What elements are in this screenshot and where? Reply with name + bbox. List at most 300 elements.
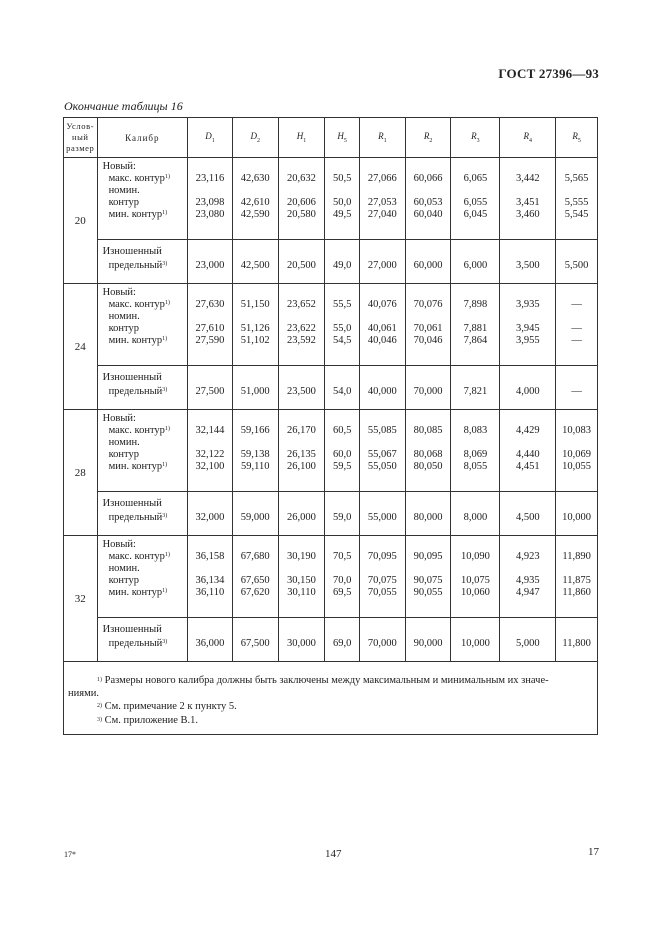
value-max: 70,095 <box>367 551 397 562</box>
value-worn-limit: 36,000 <box>195 638 225 649</box>
value-cell <box>500 492 556 536</box>
value-cell <box>232 284 278 366</box>
value-cell <box>451 158 500 240</box>
label-text: предельный <box>108 260 163 271</box>
caliber-label-block <box>98 536 188 617</box>
value-min: 3,460 <box>515 209 540 220</box>
value-cell <box>451 410 500 492</box>
value-block <box>188 410 232 491</box>
header-param-symbol: H <box>337 131 344 142</box>
value-max: — <box>571 299 582 310</box>
value-min: 4,451 <box>515 461 540 472</box>
value-cell <box>451 536 500 618</box>
label-nominal: номин. <box>108 185 140 196</box>
conditional-size-cell: 24 <box>64 284 98 410</box>
value-cell <box>188 284 233 366</box>
value-block <box>500 366 555 409</box>
value-block <box>406 366 451 409</box>
header-param-symbol: D <box>205 131 212 142</box>
value-cell <box>556 410 598 492</box>
value-worn-limit: 51,000 <box>240 386 270 397</box>
value-worn-limit: 4,000 <box>515 386 540 397</box>
value-min: 42,590 <box>240 209 270 220</box>
value-cell <box>359 240 405 284</box>
value-min: 5,545 <box>564 209 589 220</box>
value-nominal: 60,0 <box>332 449 352 460</box>
value-block <box>556 366 597 409</box>
value-block <box>233 284 278 365</box>
value-nominal: 40,061 <box>367 323 397 334</box>
footnote-ref: 3) <box>162 387 168 393</box>
value-block <box>325 618 359 661</box>
caliber-label-cell <box>97 158 188 240</box>
value-cell <box>278 366 325 410</box>
header-param-subscript: 3 <box>476 137 480 144</box>
value-cell <box>451 240 500 284</box>
value-nominal: 55,067 <box>367 449 397 460</box>
value-min: 70,046 <box>413 335 443 346</box>
label-contour: контур <box>108 575 139 586</box>
value-cell <box>325 240 360 284</box>
value-cell <box>500 284 556 366</box>
value-block <box>451 158 499 239</box>
value-worn-limit: 27,500 <box>195 386 225 397</box>
value-block <box>360 536 405 617</box>
footnote-ref: 1) <box>164 552 170 558</box>
caliber-label-block <box>98 410 188 491</box>
label-new: Новый: <box>102 287 136 298</box>
footnote-mark: 1) <box>97 677 102 683</box>
value-min: 59,5 <box>332 461 352 472</box>
value-block <box>406 240 451 283</box>
value-worn-limit: 69,0 <box>332 638 352 649</box>
value-block <box>325 158 359 239</box>
table-row-worn <box>64 492 598 536</box>
value-block <box>500 618 555 661</box>
value-worn-limit: 5,000 <box>515 638 540 649</box>
label-min-contour <box>109 209 168 221</box>
value-cell <box>500 536 556 618</box>
value-worn-limit: 70,000 <box>367 638 397 649</box>
header-param-symbol: D <box>250 131 257 142</box>
value-block <box>500 240 555 283</box>
value-cell <box>359 366 405 410</box>
value-block <box>500 158 555 239</box>
value-nominal: 20,606 <box>287 197 316 208</box>
value-block <box>451 618 499 661</box>
label-min-contour <box>109 335 168 347</box>
value-cell <box>556 240 598 284</box>
value-cell <box>188 240 233 284</box>
value-worn-limit: 5,500 <box>564 260 589 271</box>
value-block <box>556 410 597 491</box>
caliber-label-block <box>98 366 188 409</box>
value-min: 11,860 <box>562 587 591 598</box>
footnote-ref: 1) <box>162 462 168 468</box>
value-cell <box>556 366 598 410</box>
footnote-text: Размеры нового калибра должны быть заключены между максимальным и минимальным их значе- <box>104 675 549 686</box>
value-min: 80,050 <box>413 461 443 472</box>
label-nominal: номин. <box>108 563 140 574</box>
value-cell <box>325 618 360 662</box>
value-block <box>325 536 359 617</box>
value-cell <box>405 366 451 410</box>
footnotes-row <box>64 662 598 735</box>
header-param-subscript: 2 <box>429 137 433 144</box>
value-nominal: 3,945 <box>515 323 540 334</box>
value-cell <box>500 240 556 284</box>
conditional-size-cell: 32 <box>64 536 98 662</box>
table-row-new <box>64 158 598 240</box>
value-nominal: 6,055 <box>463 197 488 208</box>
value-nominal: 51,126 <box>240 323 270 334</box>
table-row-worn <box>64 366 598 410</box>
value-min: 40,046 <box>367 335 397 346</box>
value-worn-limit: 42,500 <box>240 260 270 271</box>
footnote-text: См. примечание 2 к пункту 5. <box>104 701 237 712</box>
header-param <box>325 118 360 158</box>
value-nominal: — <box>571 323 582 334</box>
value-max: 5,565 <box>564 173 589 184</box>
value-nominal: 32,122 <box>195 449 225 460</box>
value-cell <box>405 158 451 240</box>
caliber-label-block <box>98 284 188 365</box>
value-min: 70,055 <box>367 587 397 598</box>
value-worn-limit: 11,800 <box>562 638 591 649</box>
table-row-worn <box>64 240 598 284</box>
value-max: 59,166 <box>240 425 270 436</box>
value-max: 90,095 <box>413 551 443 562</box>
value-nominal: 4,935 <box>515 575 540 586</box>
label-text: макс. контур <box>108 173 165 184</box>
value-block <box>233 158 278 239</box>
label-text: предельный <box>108 512 163 523</box>
value-nominal: 10,069 <box>562 449 592 460</box>
value-block <box>188 492 232 535</box>
value-block <box>360 492 405 535</box>
footnote-text: См. приложение В.1. <box>104 715 199 726</box>
value-cell <box>325 284 360 366</box>
value-block <box>556 158 597 239</box>
value-max: 27,066 <box>367 173 397 184</box>
conditional-size-cell: 20 <box>64 158 98 284</box>
value-cell <box>232 410 278 492</box>
value-block <box>233 240 278 283</box>
value-worn-limit: 55,000 <box>367 512 397 523</box>
footnote-mark: 3) <box>97 717 102 723</box>
header-param <box>500 118 556 158</box>
header-param-symbol: R <box>572 131 578 142</box>
header-param-subscript: 1 <box>303 137 307 144</box>
value-block <box>279 240 325 283</box>
value-block <box>451 366 499 409</box>
value-worn-limit: 32,000 <box>195 512 225 523</box>
value-block <box>451 240 499 283</box>
value-cell <box>359 492 405 536</box>
value-block <box>279 536 325 617</box>
value-nominal: 11,875 <box>562 575 591 586</box>
value-worn-limit: 70,000 <box>413 386 443 397</box>
label-new: Новый: <box>102 539 136 550</box>
label-contour: контур <box>108 323 139 334</box>
label-new: Новый: <box>102 413 136 424</box>
value-max: 42,630 <box>240 173 270 184</box>
value-block <box>556 284 597 365</box>
value-cell <box>278 240 325 284</box>
value-max: 3,935 <box>515 299 540 310</box>
value-min: 23,592 <box>287 335 316 346</box>
label-worn: Изношенный <box>102 624 162 635</box>
page-number-right: 17 <box>588 846 599 858</box>
value-cell <box>500 366 556 410</box>
value-cell <box>325 492 360 536</box>
label-text: мин. контур <box>108 461 163 472</box>
header-param <box>188 118 233 158</box>
value-cell <box>500 618 556 662</box>
value-max: 27,630 <box>195 299 225 310</box>
value-block <box>188 618 232 661</box>
value-nominal: 26,135 <box>287 449 316 460</box>
value-cell <box>232 536 278 618</box>
label-min-contour <box>109 587 168 599</box>
header-param <box>451 118 500 158</box>
value-worn-limit: 67,500 <box>240 638 270 649</box>
value-min: 32,100 <box>195 461 225 472</box>
value-min: 30,110 <box>287 587 316 598</box>
value-max: 51,150 <box>240 299 270 310</box>
footnote-3 <box>97 714 198 727</box>
value-cell <box>232 158 278 240</box>
value-min: 7,864 <box>463 335 488 346</box>
value-block <box>360 240 405 283</box>
value-min: 49,5 <box>332 209 352 220</box>
value-cell <box>556 158 598 240</box>
value-max: 26,170 <box>287 425 316 436</box>
header-param-symbol: H <box>296 131 304 142</box>
value-cell <box>359 158 405 240</box>
footer-left-mark: 17* <box>64 850 76 859</box>
caliber-label-cell <box>97 366 188 410</box>
value-min: 10,060 <box>460 587 490 598</box>
value-max: 6,065 <box>463 173 488 184</box>
value-block <box>188 284 232 365</box>
label-max-contour <box>109 425 170 437</box>
value-block <box>360 366 405 409</box>
value-block <box>451 536 499 617</box>
footnote-ref: 1) <box>164 300 170 306</box>
value-cell <box>500 410 556 492</box>
caliber-label-cell <box>97 240 188 284</box>
value-worn-limit: 4,500 <box>515 512 540 523</box>
label-max-contour <box>109 551 170 563</box>
label-limit <box>109 260 168 272</box>
value-block <box>325 366 359 409</box>
value-cell <box>359 284 405 366</box>
footnote-ref: 3) <box>162 639 168 645</box>
value-nominal: 30,150 <box>287 575 316 586</box>
value-nominal: 90,075 <box>413 575 443 586</box>
header-param-symbol: R <box>523 131 530 142</box>
footnote-ref: 3) <box>162 261 168 267</box>
label-text: предельный <box>108 386 163 397</box>
label-text: мин. контур <box>108 209 163 220</box>
value-max: 40,076 <box>367 299 397 310</box>
value-block <box>279 158 325 239</box>
value-max: 70,076 <box>413 299 443 310</box>
label-text: макс. контур <box>108 551 165 562</box>
value-nominal: 67,650 <box>240 575 270 586</box>
value-max: 36,158 <box>195 551 225 562</box>
header-param <box>278 118 325 158</box>
value-max: 10,090 <box>460 551 490 562</box>
value-cell <box>359 618 405 662</box>
value-max: 50,5 <box>332 173 352 184</box>
value-block <box>188 366 232 409</box>
table-row-worn <box>64 618 598 662</box>
value-nominal: 4,440 <box>515 449 540 460</box>
value-max: 4,923 <box>515 551 540 562</box>
value-min: 59,110 <box>240 461 270 472</box>
value-min: 51,102 <box>240 335 270 346</box>
value-block <box>279 366 325 409</box>
value-cell <box>405 240 451 284</box>
value-max: 8,083 <box>463 425 488 436</box>
value-cell <box>451 492 500 536</box>
label-limit <box>109 512 168 524</box>
value-cell <box>405 492 451 536</box>
value-max: 10,083 <box>562 425 592 436</box>
value-max: 11,890 <box>562 551 591 562</box>
label-text: макс. контур <box>108 425 165 436</box>
value-nominal: 8,069 <box>463 449 488 460</box>
value-min: 8,055 <box>463 461 488 472</box>
value-cell <box>405 536 451 618</box>
label-worn: Изношенный <box>102 372 162 383</box>
value-block <box>556 240 597 283</box>
value-block <box>360 618 405 661</box>
value-min: 54,5 <box>332 335 352 346</box>
page-number-center: 147 <box>325 848 342 860</box>
value-min: 36,110 <box>195 587 225 598</box>
value-cell <box>325 158 360 240</box>
value-max: 60,066 <box>413 173 443 184</box>
value-max: 3,442 <box>515 173 540 184</box>
table-header-row <box>64 118 598 158</box>
value-cell <box>232 240 278 284</box>
label-worn: Изношенный <box>102 246 162 257</box>
value-max: 20,632 <box>287 173 316 184</box>
value-worn-limit: 7,821 <box>463 386 488 397</box>
value-block <box>406 618 451 661</box>
header-conditional-size <box>64 118 98 158</box>
value-cell <box>232 492 278 536</box>
footnote-ref: 3) <box>162 513 168 519</box>
value-min: 67,620 <box>240 587 270 598</box>
footnote-1 <box>97 674 549 687</box>
header-param <box>405 118 451 158</box>
label-max-contour <box>109 173 170 185</box>
value-block <box>233 410 278 491</box>
header-param <box>232 118 278 158</box>
value-nominal: 10,075 <box>460 575 490 586</box>
caliber-label-cell <box>97 410 188 492</box>
header-param-symbol: R <box>471 131 477 142</box>
caliber-label-cell <box>97 284 188 366</box>
value-cell <box>359 410 405 492</box>
value-nominal: 60,053 <box>413 197 443 208</box>
table-row-new <box>64 536 598 618</box>
value-max: 60,5 <box>332 425 352 436</box>
value-cell <box>359 536 405 618</box>
label-text: макс. контур <box>108 299 165 310</box>
value-min: 90,055 <box>413 587 443 598</box>
value-worn-limit: 59,0 <box>332 512 352 523</box>
header-caliber: Калибр <box>97 118 188 158</box>
data-table <box>63 117 598 735</box>
value-worn-limit: 23,000 <box>195 260 225 271</box>
value-cell <box>556 618 598 662</box>
value-cell <box>325 410 360 492</box>
value-cell <box>278 284 325 366</box>
value-max: 55,085 <box>367 425 397 436</box>
value-cell <box>188 536 233 618</box>
value-cell <box>451 618 500 662</box>
value-cell <box>325 536 360 618</box>
value-block <box>406 284 451 365</box>
value-worn-limit: 90,000 <box>413 638 443 649</box>
label-limit <box>109 638 168 650</box>
header-param-symbol: R <box>378 131 384 142</box>
value-block <box>233 366 278 409</box>
value-max: 70,5 <box>332 551 352 562</box>
value-max: 80,085 <box>413 425 443 436</box>
value-nominal: 36,134 <box>195 575 225 586</box>
value-cell <box>278 410 325 492</box>
value-min: 27,590 <box>195 335 225 346</box>
footnote-ref: 1) <box>162 210 168 216</box>
caliber-label-cell <box>97 492 188 536</box>
label-min-contour <box>109 461 168 473</box>
value-cell <box>278 618 325 662</box>
value-block <box>233 492 278 535</box>
value-cell <box>232 618 278 662</box>
conditional-size-cell: 28 <box>64 410 98 536</box>
caliber-label-cell <box>97 536 188 618</box>
label-limit <box>109 386 168 398</box>
value-block <box>188 158 232 239</box>
value-worn-limit: 10,000 <box>460 638 490 649</box>
value-min: 20,580 <box>287 209 316 220</box>
header-param-subscript: 4 <box>529 137 533 144</box>
value-max: 30,190 <box>287 551 316 562</box>
header-size-line: Услов- <box>66 121 95 131</box>
value-min: 60,040 <box>413 209 443 220</box>
value-block <box>360 284 405 365</box>
value-block <box>500 410 555 491</box>
value-worn-limit: 6,000 <box>463 260 488 271</box>
value-cell <box>188 366 233 410</box>
value-block <box>233 618 278 661</box>
value-cell <box>405 284 451 366</box>
value-block <box>325 492 359 535</box>
table-caption: Окончание таблицы 16 <box>64 99 183 113</box>
value-min: 3,955 <box>515 335 540 346</box>
value-cell <box>188 158 233 240</box>
value-max: 67,680 <box>240 551 270 562</box>
value-block <box>360 158 405 239</box>
value-worn-limit: 20,500 <box>287 260 316 271</box>
label-nominal: номин. <box>108 311 140 322</box>
